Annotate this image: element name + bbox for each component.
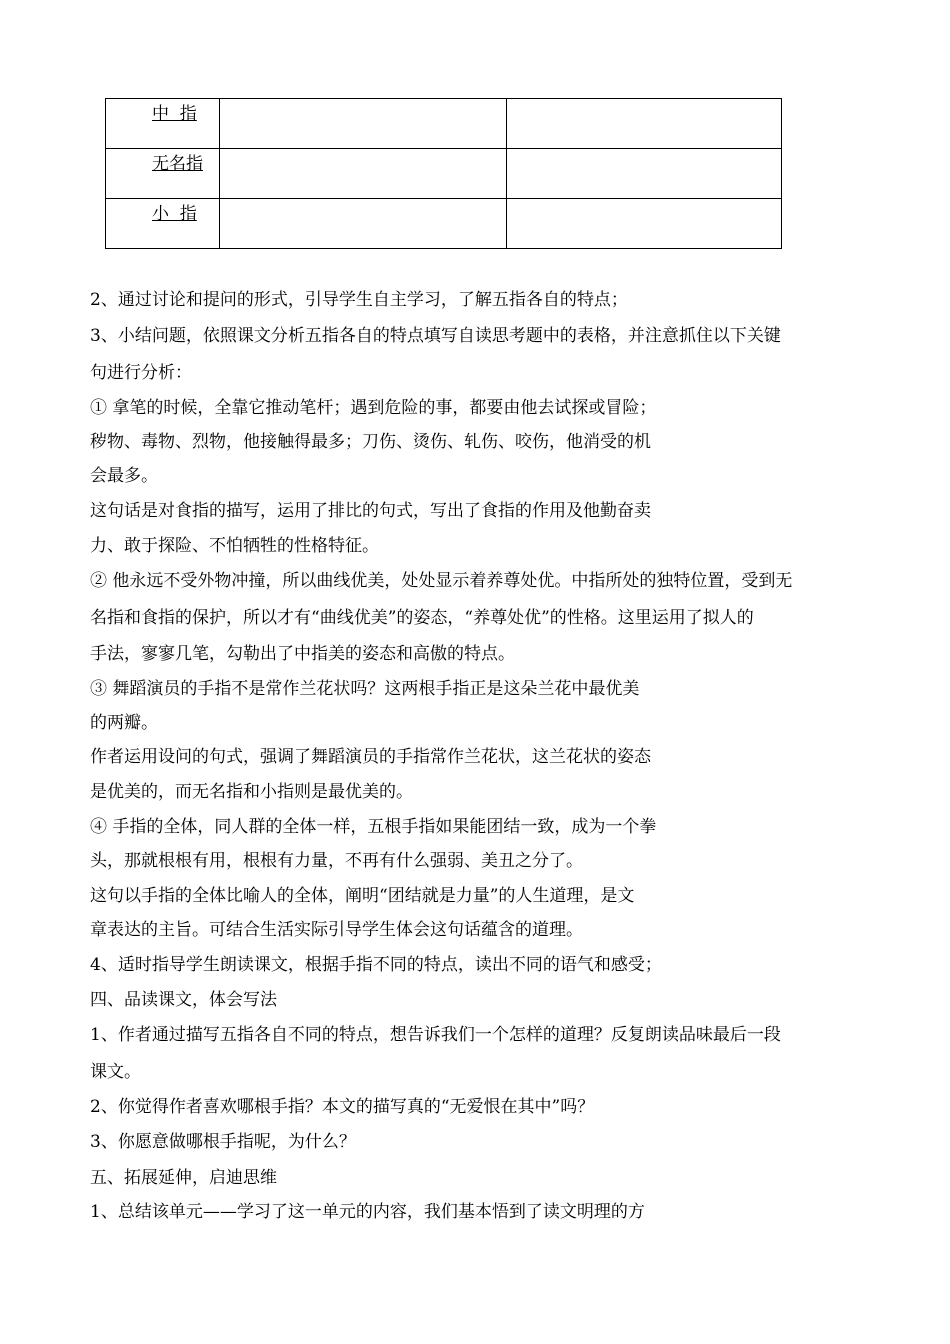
section-heading: 五、拓展延伸，启迪思维: [90, 1168, 277, 1188]
text-line: 课文。: [90, 1062, 141, 1082]
finger-feature-table: [105, 98, 782, 249]
text-line: 手法，寥寥几笔，勾勒出了中指美的姿态和高傲的特点。: [90, 644, 515, 664]
text-line: ② 他永远不受外物冲撞，所以曲线优美，处处显示着养尊处优。中指所处的独特位置，受到无: [90, 571, 793, 591]
text-line: 这句以手指的全体比喻人的全体，阐明“团结就是力量”的人生道理，是文: [90, 886, 635, 906]
text-line: ③ 舞蹈演员的手指不是常作兰花状吗？这两根手指正是这朵兰花中最优美: [90, 679, 640, 699]
text-line: 是优美的，而无名指和小指则是最优美的。: [90, 782, 413, 802]
text-line: 2、你觉得作者喜欢哪根手指？本文的描写真的“无爱恨在其中”吗？: [90, 1097, 595, 1117]
text-line: 秽物、毒物、烈物，他接触得最多；刀伤、烫伤、轧伤、咬伤，他消受的机: [90, 432, 651, 452]
text-line: 1、总结该单元——学习了这一单元的内容，我们基本悟到了读文明理的方: [90, 1202, 645, 1222]
empty-cell: [507, 199, 782, 249]
text-line: 3、小结问题，依照课文分析五指各自的特点填写自读思考题中的表格，并注意抓住以下关键: [90, 326, 781, 346]
finger-name-cell: [106, 99, 220, 149]
text-line: 力、敢于探险、不怕牺牲的性格特征。: [90, 536, 379, 556]
empty-cell: [220, 149, 507, 199]
table-row: [106, 99, 782, 149]
text-line: 1、作者通过描写五指各自不同的特点，想告诉我们一个怎样的道理？反复朗读品味最后一段: [90, 1025, 781, 1045]
text-line: 作者运用设问的句式，强调了舞蹈演员的手指常作兰花状，这兰花状的姿态: [90, 747, 651, 767]
section-heading: 四、品读课文，体会写法: [90, 990, 277, 1010]
finger-name: 中 指: [152, 104, 197, 124]
text-line: 名指和食指的保护，所以才有“曲线优美”的姿态，“养尊处优”的性格。这里运用了拟人的: [90, 608, 754, 628]
text-line: 3、你愿意做哪根手指呢，为什么？: [90, 1132, 356, 1152]
text-line: 这句话是对食指的描写，运用了排比的句式，写出了食指的作用及他勤奋卖: [90, 501, 651, 521]
text-line: 的两瓣。: [90, 713, 158, 733]
text-line: 头，那就根根有用，根根有力量，不再有什么强弱、美丑之分了。: [90, 851, 583, 871]
text-line: ① 拿笔的时候，全靠它推动笔杆；遇到危险的事，都要由他去试探或冒险；: [90, 398, 657, 418]
text-line: 4、适时指导学生朗读课文，根据手指不同的特点，读出不同的语气和感受；: [90, 955, 662, 975]
finger-name-cell: [106, 149, 220, 199]
text-line: 2、通过讨论和提问的形式，引导学生自主学习，了解五指各自的特点；: [90, 290, 628, 310]
empty-cell: [507, 149, 782, 199]
empty-cell: [507, 99, 782, 149]
empty-cell: [220, 99, 507, 149]
text-line: 章表达的主旨。可结合生活实际引导学生体会这句话蕴含的道理。: [90, 920, 583, 940]
table-row: [106, 149, 782, 199]
text-line: 句进行分析：: [90, 363, 192, 383]
text-line: ④ 手指的全体，同人群的全体一样，五根手指如果能团结一致，成为一个拳: [90, 817, 657, 837]
finger-name: 小 指: [152, 204, 197, 224]
finger-name-cell: [106, 199, 220, 249]
empty-cell: [220, 199, 507, 249]
finger-name: 无名指: [152, 154, 203, 174]
table-row: [106, 199, 782, 249]
text-line: 会最多。: [90, 466, 158, 486]
